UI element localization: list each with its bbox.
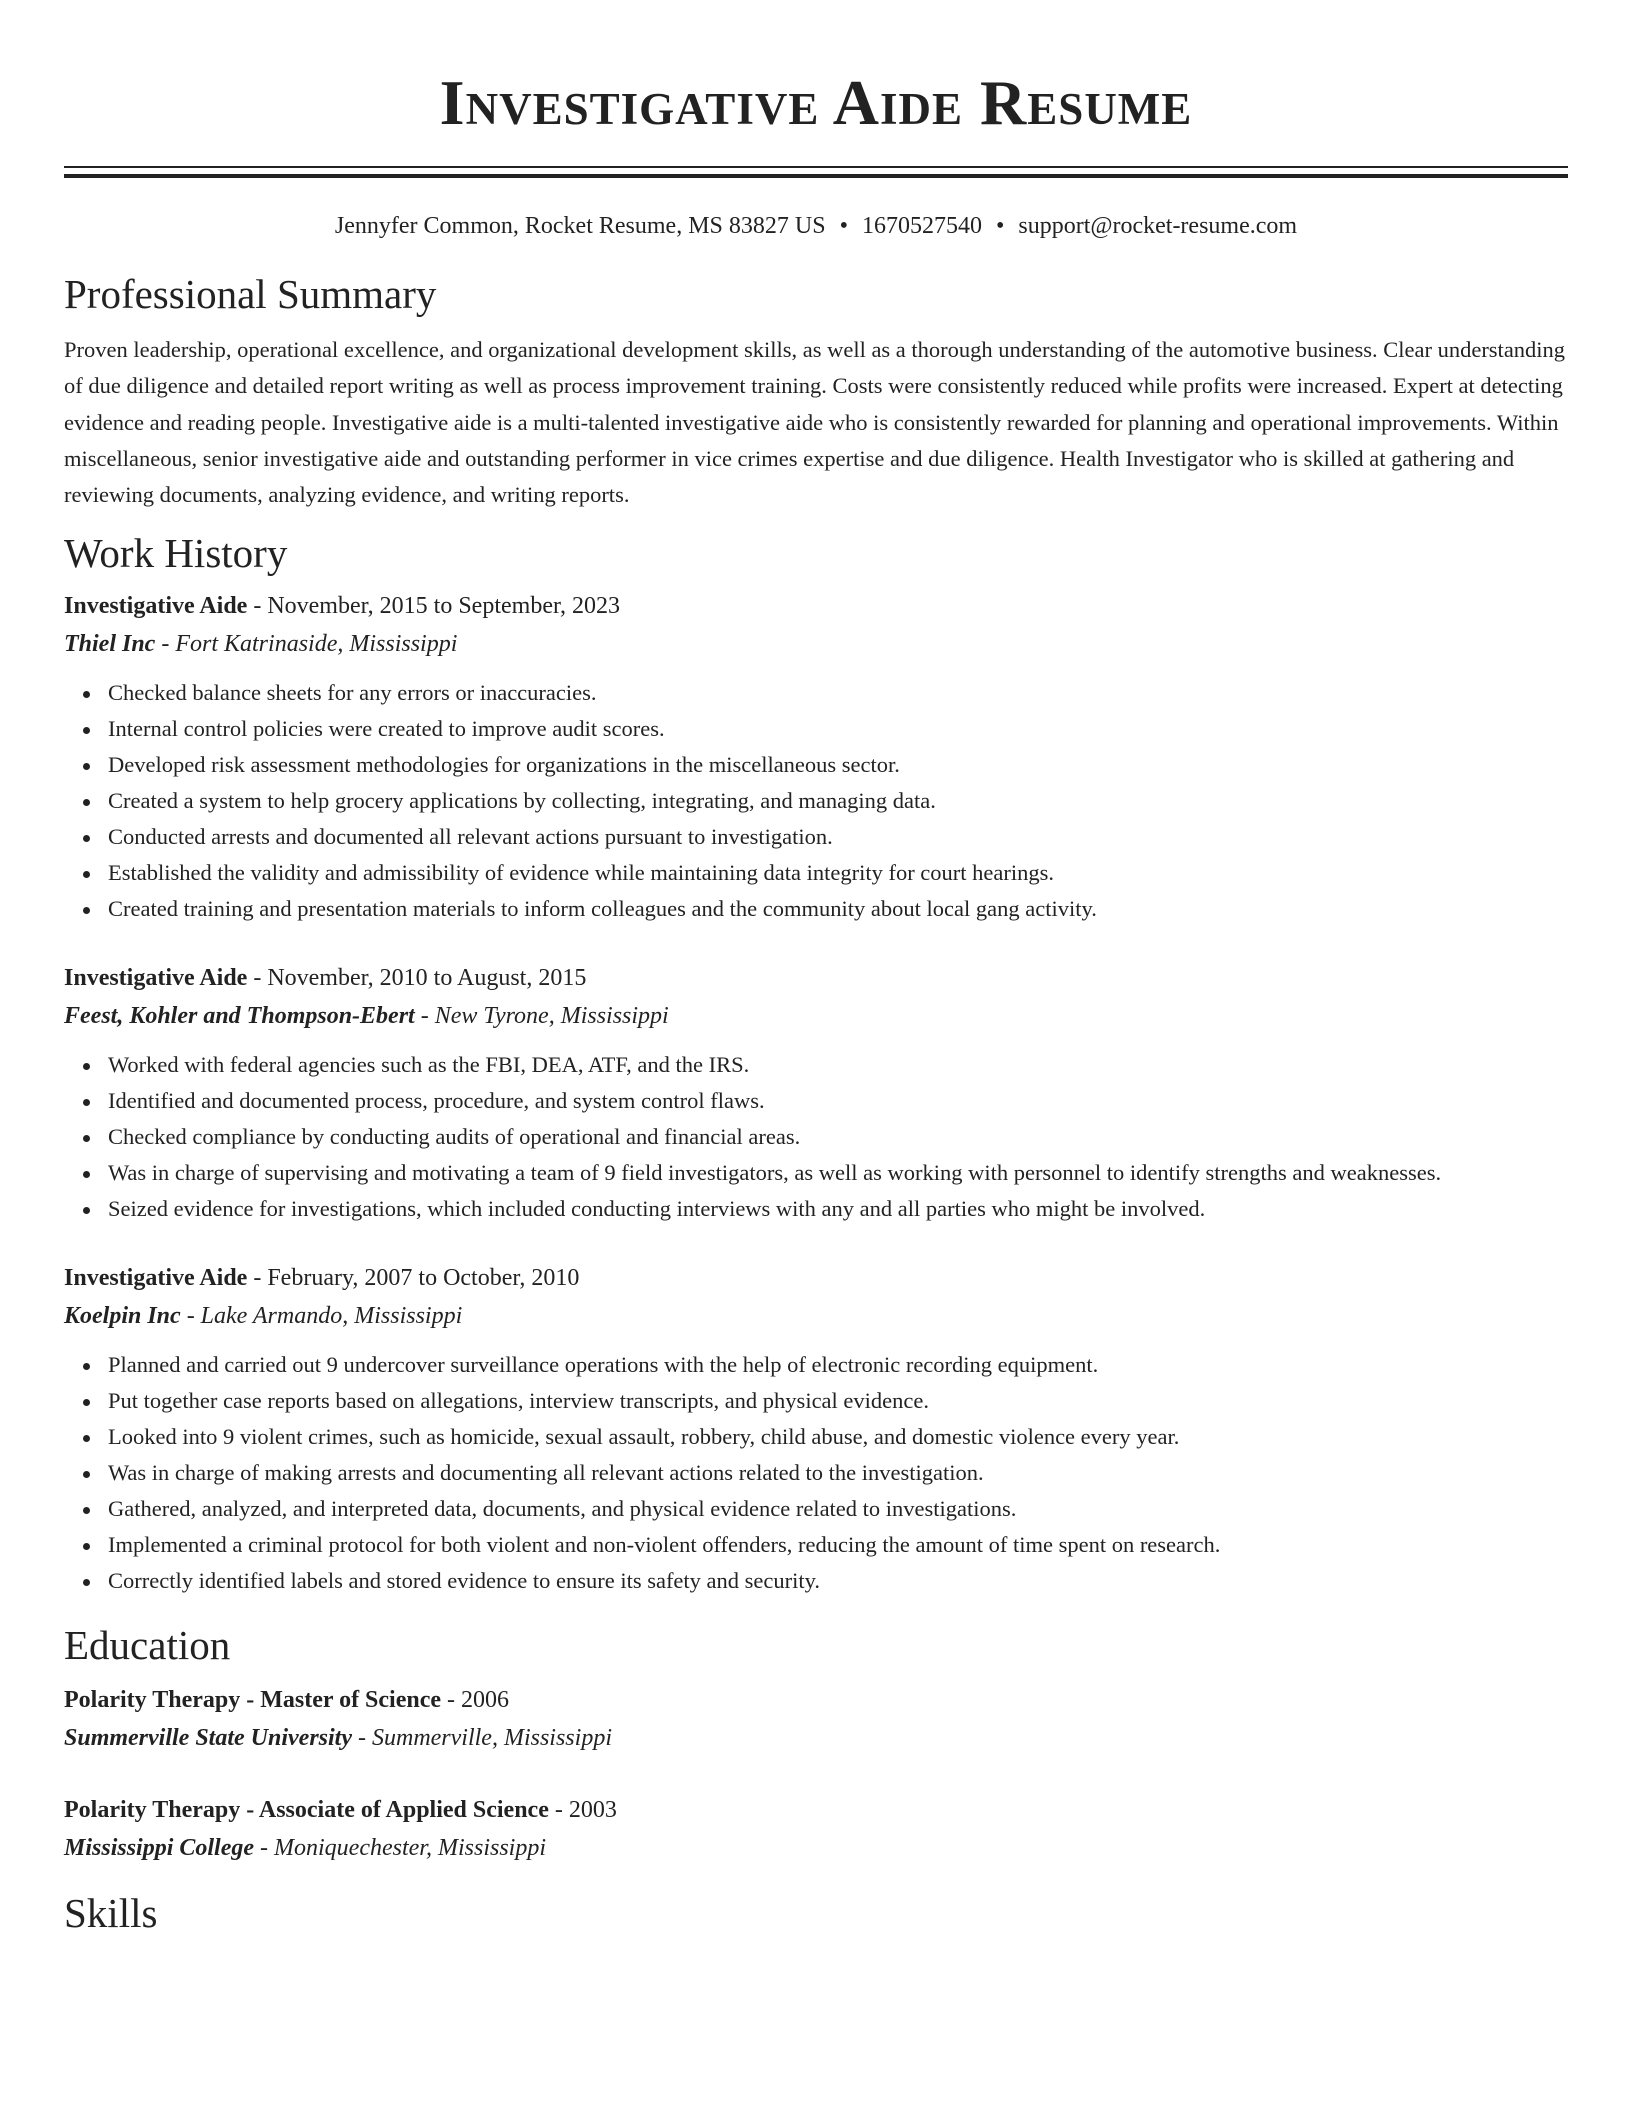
job-title-line [64, 587, 1568, 625]
list-item: Established the validity and admissibility of evidence while maintaining data integrity for court hearings. [108, 855, 1568, 891]
summary-text: Proven leadership, operational excellence, and organizational development skills, as well as a thorough understanding of the automotive business. Clear understanding of due diligence and detailed report writing as well as process improvement training. Costs were consistently reduced while profits were increased. Expert at detecting evidence and reading people. Investigative aide is a multi-talented investigative aide who is consistently rewarded for planning and operational improvements. Within miscellaneous, senior investigative aide and outstanding performer in vice crimes expertise and due diligence. Health Investigator who is skilled at gathering and reviewing documents, analyzing evidence, and writing reports. [64, 337, 1566, 508]
degree-line [64, 1681, 1568, 1719]
education-entry [64, 1681, 1568, 1757]
list-item: Gathered, analyzed, and interpreted data, documents, and physical evidence related to investigations. [108, 1491, 1568, 1527]
degree-title: Polarity Therapy - Master of Science [64, 1687, 442, 1714]
job-title: Investigative Aide [64, 1265, 248, 1292]
contact-line [64, 210, 1568, 242]
title-divider-thick [64, 174, 1568, 178]
job-duties-list [64, 1047, 1568, 1227]
job-title-line [64, 1259, 1568, 1297]
list-item: Seized evidence for investigations, which included conducting interviews with any and all parties who might be involved. [108, 1191, 1568, 1227]
job-duties-list [64, 675, 1568, 927]
job-title-line [64, 959, 1568, 997]
work-history-heading: Work History [64, 530, 288, 577]
job-title: Investigative Aide [64, 593, 248, 620]
job-title: Investigative Aide [64, 965, 248, 992]
job-dates: - November, 2010 to August, 2015 [247, 965, 587, 992]
job-dates: - February, 2007 to October, 2010 [247, 1265, 580, 1292]
job-entry [64, 587, 1568, 927]
job-entry [64, 959, 1568, 1227]
job-company: Feest, Kohler and Thompson-Ebert [64, 1003, 415, 1030]
job-company-line [64, 625, 1568, 663]
list-item: Identified and documented process, procedure, and system control flaws. [108, 1083, 1568, 1119]
list-item: Checked compliance by conducting audits of operational and financial areas. [108, 1119, 1568, 1155]
education-heading: Education [64, 1622, 231, 1669]
education-entry [64, 1791, 1568, 1867]
job-duties-list [64, 1347, 1568, 1599]
list-item: Developed risk assessment methodologies for organizations in the miscellaneous sector. [108, 747, 1568, 783]
contact-phone: 1670527540 [861, 213, 982, 239]
school-name: Summerville State University [64, 1725, 352, 1752]
job-entry [64, 1259, 1568, 1599]
degree-year: - 2006 [441, 1687, 510, 1714]
list-item: Conducted arrests and documented all relevant actions pursuant to investigation. [108, 819, 1568, 855]
list-item: Created training and presentation materials to inform colleagues and the community about local gang activity. [108, 891, 1568, 927]
bullet-separator: • [995, 213, 1005, 239]
contact-email: support@rocket-resume.com [1018, 213, 1298, 239]
job-company: Koelpin Inc [64, 1303, 181, 1330]
bullet-separator: • [839, 213, 848, 239]
title-divider-thin [64, 166, 1568, 168]
contact-address: Jennyfer Common, Rocket Resume, MS 83827 US [334, 213, 826, 239]
school-name: Mississippi College [64, 1835, 255, 1862]
skills-heading: Skills [64, 1890, 158, 1937]
school-location: - Moniquechester, Mississippi [254, 1835, 547, 1862]
school-line [64, 1719, 1568, 1757]
degree-line [64, 1791, 1568, 1829]
job-company: Thiel Inc [64, 631, 156, 658]
job-location: - Fort Katrinaside, Mississippi [155, 631, 458, 658]
list-item: Created a system to help grocery applications by collecting, integrating, and managing data. [108, 783, 1568, 819]
school-line [64, 1829, 1568, 1867]
list-item: Looked into 9 violent crimes, such as homicide, sexual assault, robbery, child abuse, and domestic violence every year. [108, 1419, 1568, 1455]
list-item: Implemented a criminal protocol for both violent and non-violent offenders, reducing the amount of time spent on research. [108, 1527, 1568, 1563]
list-item: Was in charge of making arrests and documenting all relevant actions related to the investigation. [108, 1455, 1568, 1491]
degree-title: Polarity Therapy - Associate of Applied Science [64, 1797, 549, 1824]
list-item: Correctly identified labels and stored evidence to ensure its safety and security. [108, 1563, 1568, 1599]
list-item: Put together case reports based on allegations, interview transcripts, and physical evidence. [108, 1383, 1568, 1419]
list-item: Was in charge of supervising and motivating a team of 9 field investigators, as well as working with personnel to identify strengths and weaknesses. [108, 1155, 1568, 1191]
school-location: - Summerville, Mississippi [352, 1725, 612, 1752]
job-company-line [64, 1297, 1568, 1335]
job-location: - New Tyrone, Mississippi [414, 1003, 669, 1030]
job-dates: - November, 2015 to September, 2023 [247, 593, 620, 620]
summary-heading: Professional Summary [64, 271, 437, 317]
resume-title: Investigative Aide Resume [439, 67, 1193, 138]
degree-year: - 2003 [548, 1797, 617, 1824]
list-item: Planned and carried out 9 undercover surveillance operations with the help of electronic recording equipment. [108, 1347, 1568, 1383]
job-company-line [64, 997, 1568, 1035]
job-location: - Lake Armando, Mississippi [180, 1303, 463, 1330]
list-item: Checked balance sheets for any errors or inaccuracies. [108, 675, 1568, 711]
list-item: Internal control policies were created to improve audit scores. [108, 711, 1568, 747]
list-item: Worked with federal agencies such as the FBI, DEA, ATF, and the IRS. [108, 1047, 1568, 1083]
